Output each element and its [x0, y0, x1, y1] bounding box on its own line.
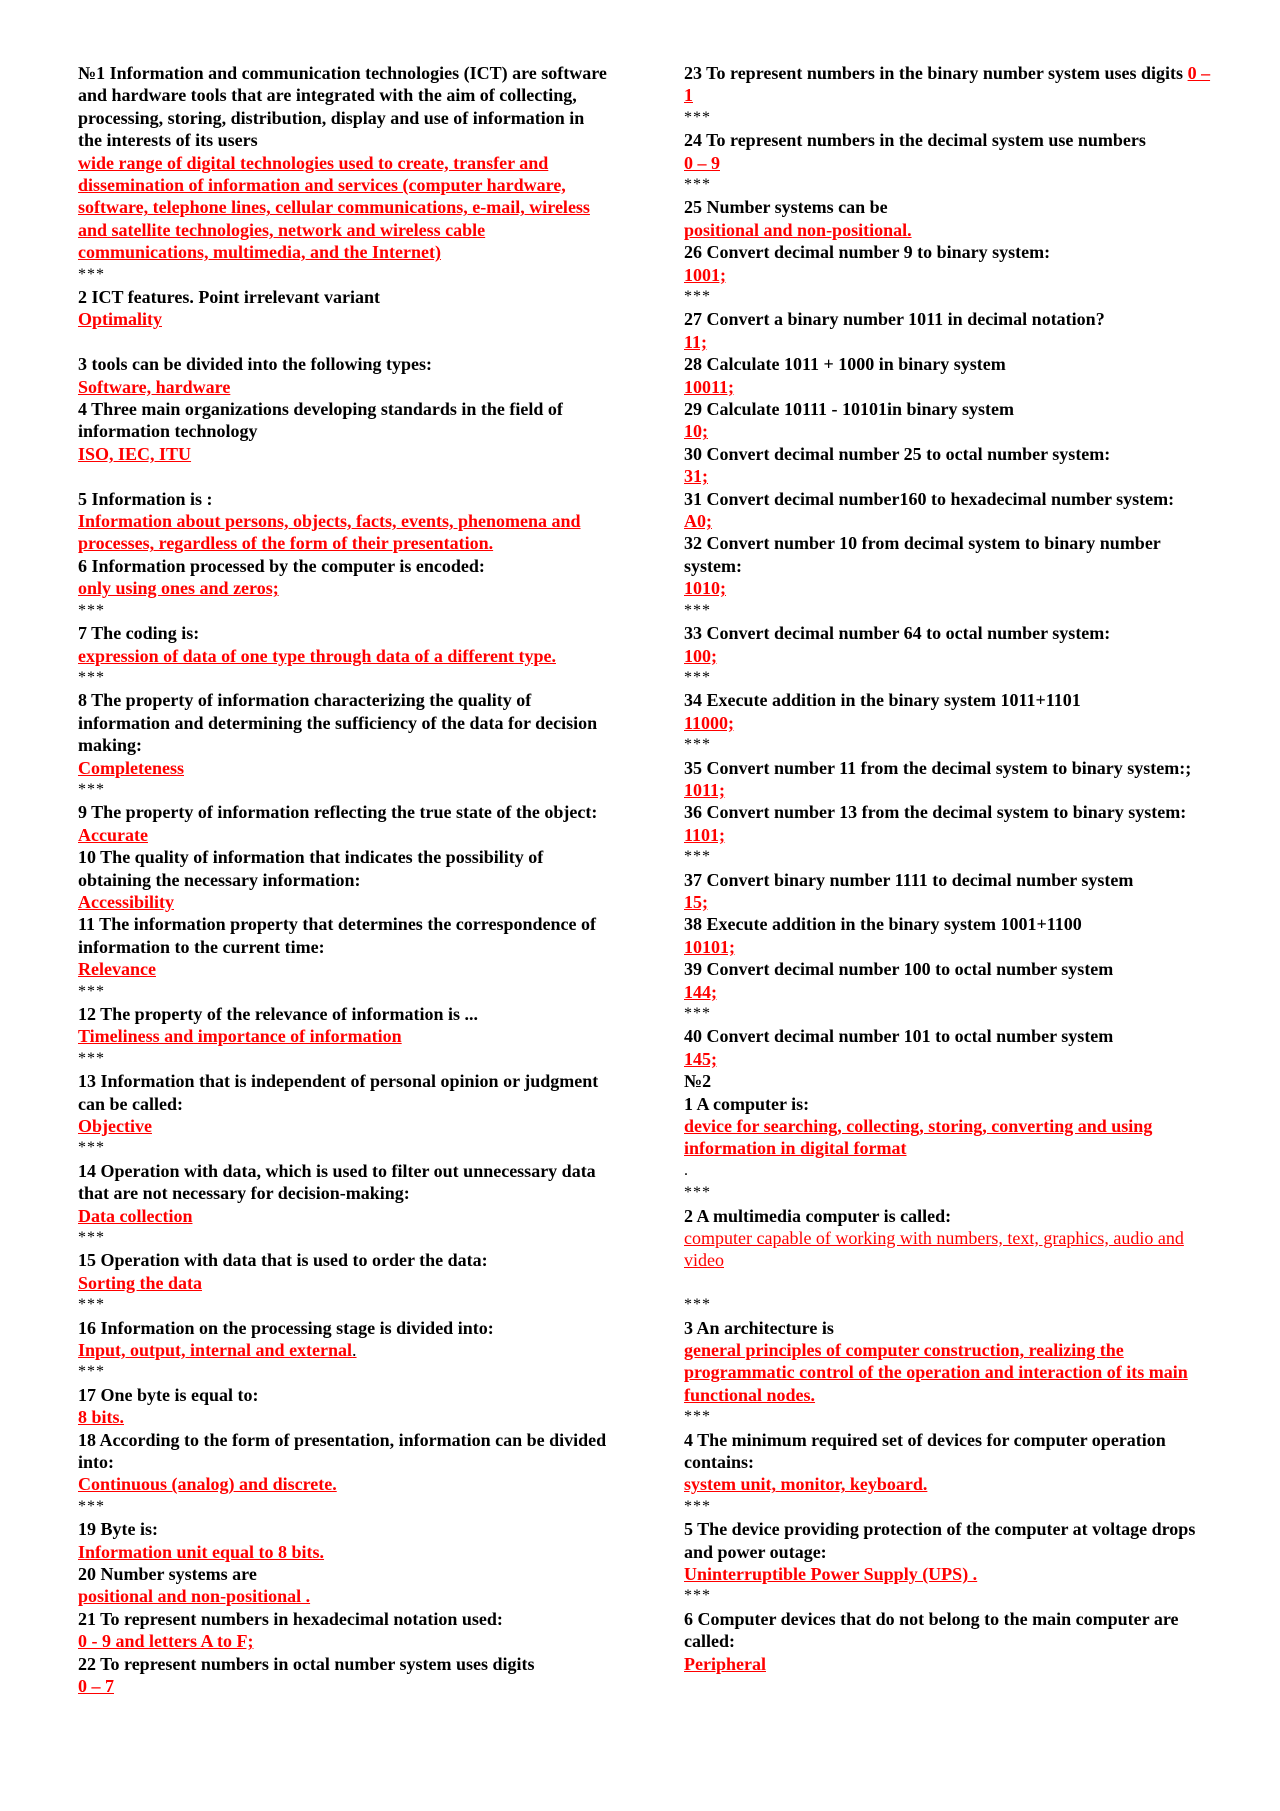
qa-block	[78, 801, 608, 846]
question-text: 24 To represent numbers in the decimal system use numbers	[684, 130, 1146, 151]
question-text: 30 Convert decimal number 25 to octal number system:	[684, 443, 1111, 464]
separator-stars: ***	[78, 982, 105, 1000]
answer-text	[78, 1585, 608, 1607]
answer-text	[684, 1115, 1214, 1160]
qa-block	[78, 1518, 608, 1563]
separator-stars: ***	[684, 1296, 711, 1314]
qa-block	[684, 1070, 1214, 1092]
answer-text	[684, 331, 1214, 353]
answer-value: Accessibility	[78, 891, 174, 912]
answer-text	[78, 1025, 608, 1047]
question-text: 22 To represent numbers in octal number system uses digits	[78, 1653, 535, 1674]
question-text: 19 Byte is:	[78, 1519, 158, 1540]
qa-block	[684, 1429, 1214, 1519]
qa-block	[684, 869, 1214, 914]
separator-stars: ***	[684, 668, 711, 686]
question-text: 7 The coding is:	[78, 623, 200, 644]
qa-block	[78, 488, 608, 555]
question-text: 33 Convert decimal number 64 to octal number system:	[684, 623, 1111, 644]
answer-text	[684, 1048, 1214, 1070]
question-text: 26 Convert decimal number 9 to binary system:	[684, 242, 1051, 263]
qa-block	[684, 353, 1214, 398]
separator-stars: ***	[78, 1296, 105, 1314]
answer-text	[78, 824, 608, 846]
answer-text	[78, 958, 608, 980]
question-text: 37 Convert binary number 1111 to decimal number system	[684, 869, 1134, 890]
qa-block	[78, 1608, 608, 1653]
answer-text	[684, 712, 1214, 734]
answer-text	[78, 1115, 608, 1137]
answer-value: 8 bits.	[78, 1407, 125, 1428]
qa-block	[78, 1003, 608, 1070]
question-text: 39 Convert decimal number 100 to octal number system	[684, 959, 1114, 980]
separator-stars: ***	[78, 601, 105, 619]
question-text: 14 Operation with data, which is used to filter out unnecessary data that are not necessary for decision-making:	[78, 1160, 596, 1204]
question-text: 32 Convert number 10 from decimal system to binary number system:	[684, 533, 1161, 576]
answer-value: ISO, IEC, ITU	[78, 443, 192, 464]
qa-block	[684, 443, 1214, 488]
question-text: 35 Convert number 11 from the decimal system to binary system:;	[684, 757, 1192, 778]
question-text: 13 Information that is independent of personal opinion or judgment can be called:	[78, 1071, 599, 1114]
answer-value: Information unit equal to 8 bits.	[78, 1541, 325, 1562]
answer-text	[684, 936, 1214, 958]
answer-value: A0;	[684, 511, 712, 532]
question-text: 1 A computer is:	[684, 1093, 810, 1114]
qa-block	[684, 1093, 1214, 1205]
answer-text	[684, 1473, 1214, 1495]
answer-value: 1101;	[684, 824, 726, 845]
answer-value: Software, hardware	[78, 376, 231, 397]
answer-text	[684, 981, 1214, 1003]
answer-value: Objective	[78, 1115, 152, 1136]
answer-value: 0 – 7	[78, 1676, 114, 1697]
answer-value: 0 - 9 and letters A to F;	[78, 1631, 254, 1652]
answer-value: positional and non-positional .	[78, 1586, 311, 1607]
answer-value: expression of data of one type through data of a different type.	[78, 645, 556, 666]
question-text: 5 Information is :	[78, 488, 213, 509]
question-text: 16 Information on the processing stage is divided into:	[78, 1317, 494, 1338]
blank-line	[78, 331, 608, 353]
answer-value: computer capable of working with numbers, text, graphics, audio and video	[684, 1227, 1184, 1271]
separator-stars: ***	[78, 1139, 105, 1157]
qa-block	[78, 1563, 608, 1608]
qa-block	[684, 958, 1214, 1025]
answer-value: 0 – 9	[684, 152, 720, 173]
qa-block	[684, 689, 1214, 756]
question-text: 27 Convert a binary number 1011 in decimal notation?	[684, 309, 1105, 330]
blank-line	[78, 465, 608, 487]
answer-value: 144;	[684, 981, 717, 1002]
separator-stars: ***	[684, 288, 711, 306]
answer-value: positional and non-positional.	[684, 219, 912, 240]
answer-value: Peripheral	[684, 1653, 766, 1674]
answer-value: 10;	[684, 421, 708, 442]
qa-block	[684, 129, 1214, 196]
question-text: 15 Operation with data that is used to order the data:	[78, 1250, 488, 1271]
answer-text	[78, 645, 608, 667]
answer-value: Accurate	[78, 824, 148, 845]
qa-block	[684, 532, 1214, 622]
answer-text	[78, 1675, 608, 1697]
answer-value: Sorting the data	[78, 1272, 203, 1293]
qa-block	[78, 913, 608, 1003]
answer-value: wide range of digital technologies used to create, transfer and dissemination of information and services (computer hardware, software, telephone lines, cellular communications, e-mail, wireless and satellite technologies, network and wireless cable communications, multimedia, and the Internet)	[78, 152, 590, 263]
separator-stars: ***	[684, 1497, 711, 1515]
answer-text	[78, 1272, 608, 1294]
separator-stars: ***	[684, 1004, 711, 1022]
answer-text	[78, 376, 608, 398]
qa-block	[684, 801, 1214, 868]
question-text: 17 One byte is equal to:	[78, 1384, 259, 1405]
answer-value: Data collection	[78, 1205, 193, 1226]
answer-text	[78, 1339, 608, 1361]
qa-block	[684, 196, 1214, 241]
answer-value: Input, output, internal and external	[78, 1339, 353, 1360]
question-text: 6 Information processed by the computer is encoded:	[78, 555, 485, 576]
qa-block	[78, 1384, 608, 1429]
right-column	[684, 62, 1214, 1675]
qa-block	[78, 1653, 608, 1698]
qa-block	[684, 1518, 1214, 1608]
answer-value: only using ones and zeros;	[78, 578, 279, 599]
qa-block	[78, 1070, 608, 1160]
answer-value: Optimality	[78, 309, 162, 330]
answer-text	[684, 264, 1214, 286]
question-text: 28 Calculate 1011 + 1000 in binary system	[684, 354, 1006, 375]
answer-text	[684, 1653, 1214, 1675]
question-text: 2 ICT features. Point irrelevant variant	[78, 287, 380, 308]
question-text: №1 Information and communication technologies (ICT) are software and hardware tools that are integrated with the aim of collecting, processing, storing, distribution, display and use of information in the interests of its users	[78, 63, 607, 151]
answer-text	[78, 1473, 608, 1495]
left-column	[78, 62, 608, 1697]
answer-text	[684, 219, 1214, 241]
answer-text	[78, 757, 608, 779]
answer-text	[78, 577, 608, 599]
question-text: 10 The quality of information that indicates the possibility of obtaining the necessary information:	[78, 847, 544, 890]
separator-stars: ***	[684, 1587, 711, 1605]
answer-text	[78, 510, 608, 555]
separator-stars: ***	[684, 1408, 711, 1426]
question-text: 40 Convert decimal number 101 to octal number system	[684, 1026, 1114, 1047]
qa-block	[684, 913, 1214, 958]
answer-value: system unit, monitor, keyboard.	[684, 1474, 928, 1495]
separator-stars: ***	[78, 1049, 105, 1067]
question-text: 29 Calculate 10111 - 10101in binary system	[684, 399, 1015, 420]
qa-block	[684, 241, 1214, 308]
separator-stars: ***	[684, 176, 711, 194]
qa-block	[684, 1608, 1214, 1675]
qa-block	[78, 1160, 608, 1250]
separator-stars: ***	[684, 848, 711, 866]
question-text: 2 A multimedia computer is called:	[684, 1205, 952, 1226]
answer-value: 10011;	[684, 376, 735, 397]
question-text: 5 The device providing protection of the computer at voltage drops and power outage:	[684, 1519, 1196, 1562]
answer-text	[78, 1541, 608, 1563]
question-text: 6 Computer devices that do not belong to the main computer are called:	[684, 1608, 1179, 1652]
answer-value: Continuous (analog) and discrete.	[78, 1474, 337, 1495]
question-text: 36 Convert number 13 from the decimal system to binary system:	[684, 802, 1187, 823]
answer-text	[78, 1406, 608, 1428]
qa-block	[78, 689, 608, 801]
answer-text	[684, 376, 1214, 398]
answer-value: Relevance	[78, 959, 156, 980]
answer-text	[78, 891, 608, 913]
qa-block	[78, 846, 608, 913]
separator-stars: ***	[78, 780, 105, 798]
answer-text	[684, 1227, 1214, 1272]
separator-stars: ***	[684, 736, 711, 754]
answer-text: 0 – 1	[684, 63, 1211, 106]
question-text: 31 Convert decimal number160 to hexadecimal number system:	[684, 488, 1175, 509]
answer-value: 11000;	[684, 712, 735, 733]
separator-stars: ***	[78, 265, 105, 283]
qa-block	[684, 622, 1214, 689]
answer-value: 1001;	[684, 264, 726, 285]
question-text: 8 The property of information characterizing the quality of information and determining the sufficiency of the data for decision making:	[78, 690, 598, 756]
answer-value: 31;	[684, 466, 708, 487]
separator-stars: ***	[684, 108, 711, 126]
question-text: 4 Three main organizations developing standards in the field of information technology	[78, 399, 563, 442]
answer-text	[684, 1339, 1214, 1406]
qa-block	[78, 1317, 608, 1384]
answer-value: 15;	[684, 891, 708, 912]
qa-block	[78, 398, 608, 488]
question-text: 3 An architecture is	[684, 1317, 834, 1338]
answer-text	[78, 308, 608, 330]
answer-text	[684, 645, 1214, 667]
answer-text	[684, 577, 1214, 599]
qa-block	[78, 1429, 608, 1519]
qa-block	[78, 286, 608, 353]
answer-text	[684, 465, 1214, 487]
question-text: 9 The property of information reflecting the true state of the object:	[78, 802, 598, 823]
question-text: 20 Number systems are	[78, 1564, 257, 1585]
qa-block	[78, 622, 608, 689]
qa-block	[78, 62, 608, 286]
answer-text	[684, 779, 1214, 801]
answer-text	[684, 1563, 1214, 1585]
answer-value: general principles of computer construction, realizing the programmatic control of the operation and interaction of its main functional nodes.	[684, 1339, 1188, 1405]
blank-line	[684, 1272, 1214, 1294]
question-text: 12 The property of the relevance of information is ...	[78, 1003, 478, 1024]
answer-value: 11;	[684, 331, 708, 352]
question-text: №2	[684, 1071, 712, 1092]
answer-value: Information about persons, objects, facts, events, phenomena and processes, regardless of the form of their presentation.	[78, 511, 581, 554]
question-text: 4 The minimum required set of devices for computer operation contains:	[684, 1429, 1166, 1472]
qa-block	[684, 757, 1214, 802]
answer-text	[78, 1205, 608, 1227]
answer-value: 1010;	[684, 578, 726, 599]
qa-block	[684, 308, 1214, 353]
answer-text	[684, 510, 1214, 532]
answer-text	[78, 1630, 608, 1652]
question-text: 18 According to the form of presentation, information can be divided into:	[78, 1429, 607, 1472]
answer-value: device for searching, collecting, storing, converting and using information in digital format	[684, 1115, 1153, 1159]
qa-block	[78, 555, 608, 622]
question-text: 25 Number systems can be	[684, 197, 888, 218]
separator-stars: ***	[78, 1363, 105, 1381]
qa-block	[684, 62, 1214, 129]
question-text: 38 Execute addition in the binary system 1001+1100	[684, 914, 1082, 935]
answer-suffix: .	[352, 1339, 357, 1360]
stray-dot: .	[684, 1161, 689, 1179]
answer-value: 1011;	[684, 779, 726, 800]
answer-value: Completeness	[78, 757, 184, 778]
qa-block	[684, 1317, 1214, 1429]
qa-block	[684, 1025, 1214, 1070]
question-text: 23 To represent numbers in the binary number system uses digits 0 – 1	[684, 63, 1211, 106]
qa-block	[684, 488, 1214, 533]
separator-stars: ***	[78, 1228, 105, 1246]
qa-block	[78, 353, 608, 398]
answer-value: 100;	[684, 645, 717, 666]
separator-stars: ***	[78, 668, 105, 686]
answer-text	[684, 152, 1214, 174]
answer-text	[78, 152, 608, 264]
answer-value: Uninterruptible Power Supply (UPS) .	[684, 1564, 978, 1584]
qa-block	[684, 398, 1214, 443]
question-text: 34 Execute addition in the binary system 1011+1101	[684, 690, 1081, 711]
answer-text	[684, 420, 1214, 442]
answer-value: 145;	[684, 1048, 717, 1069]
separator-stars: ***	[78, 1497, 105, 1515]
separator-stars: ***	[684, 601, 711, 619]
question-text: 11 The information property that determines the correspondence of information to the current time:	[78, 914, 596, 957]
answer-text	[78, 443, 608, 465]
answer-value: 10101;	[684, 936, 735, 957]
qa-block	[684, 1205, 1214, 1317]
question-text: 3 tools can be divided into the following types:	[78, 354, 433, 375]
answer-text	[684, 824, 1214, 846]
answer-value: Timeliness and importance of information	[78, 1026, 402, 1047]
qa-block	[78, 1249, 608, 1316]
question-text: 21 To represent numbers in hexadecimal notation used:	[78, 1608, 503, 1629]
separator-stars: ***	[684, 1184, 711, 1202]
answer-text	[684, 891, 1214, 913]
